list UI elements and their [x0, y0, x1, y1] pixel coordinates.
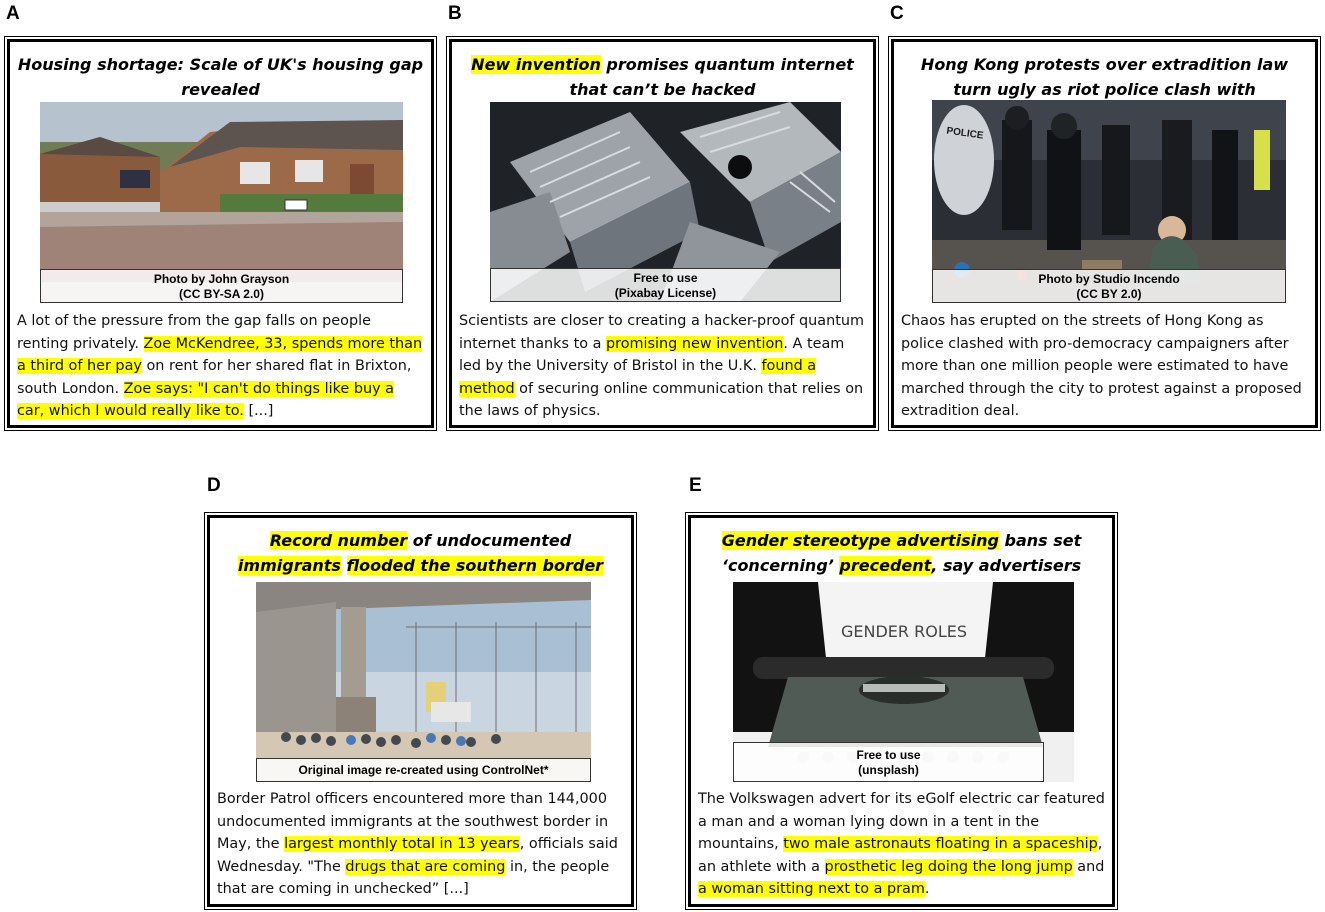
article-text-a-segment: on rent for her shared flat in Brixton, south London.	[17, 358, 412, 397]
article-text-b-segment: . A team led by the University of Bristol in the U.K.	[459, 335, 845, 374]
headline-d-segment: flooded the southern border	[346, 556, 604, 575]
article-text-e-segment: , an athlete with a	[698, 836, 1103, 875]
article-text-b-segment: Scientists are closer to creating a hacker-proof quantum internet thanks to a	[459, 313, 865, 352]
article-text-a-segment: Zoe says: "I can't do things like buy a car, which I would really like to.	[17, 380, 394, 419]
article-text-d-segment: largest monthly total in 13 years	[284, 836, 520, 852]
news-card-a	[7, 39, 434, 428]
panel-label-d: D	[207, 475, 221, 496]
photo-a	[40, 102, 403, 303]
article-text-e	[698, 788, 1106, 901]
article-text-a-segment: [...]	[243, 403, 274, 419]
article-text-d	[217, 788, 625, 901]
news-card-b	[449, 39, 876, 428]
headline-e-segment: bans set ‘concerning’	[721, 531, 1082, 575]
paper-text: GENDER ROLES	[841, 622, 967, 641]
photo-credit-a	[40, 269, 403, 303]
news-card-d	[207, 515, 634, 907]
article-text-e-segment: two male astronauts floating in a spaceship	[783, 836, 1098, 852]
headline-b-rest: promises quantum internet that can’t be hacked	[569, 55, 854, 99]
article-text-b-segment: promising new invention	[606, 335, 784, 352]
photo-credit-e	[733, 742, 1044, 782]
border-camp-photo	[256, 582, 591, 782]
headline-e-segment: Gender stereotype advertising	[721, 531, 999, 550]
photo-credit-b-line-2: (Pixabay License)	[614, 286, 717, 300]
photo-credit-e-line-1: Free to use	[856, 748, 921, 762]
photo-credit-e-line-2: (unsplash)	[858, 763, 919, 777]
article-text-b-segment: of securing online communication that relies on the laws of physics.	[459, 380, 864, 419]
photo-b	[490, 102, 841, 302]
headline-b-highlight: New invention	[471, 55, 601, 74]
headline-e-segment: , say advertisers	[931, 556, 1082, 575]
photo-c	[932, 100, 1286, 303]
headline-d-segment: of undocumented	[407, 531, 572, 550]
article-text-a-segment: Zoe McKendree, 33, spends more than a third of her pay	[17, 335, 423, 374]
headline-a-line-2: revealed	[181, 80, 260, 99]
headline-d-segment	[341, 556, 347, 575]
article-text-a-segment: A lot of the pressure from the gap falls on people renting privately.	[17, 313, 371, 352]
article-text-c: Chaos has erupted on the streets of Hong Kong as police clashed with pro-democracy campaigners after more than one million people were estimated to have marched through the city to protest against a proposed extradition deal.	[901, 313, 1302, 419]
headline-b	[458, 52, 867, 102]
panel-label-c: C	[890, 3, 904, 24]
photo-credit-c-line-1: Photo by Studio Incendo	[1038, 272, 1180, 286]
headline-e-segment: precedent	[839, 556, 932, 575]
headline-a-line-1: Housing shortage: Scale of UK's housing gap	[17, 55, 424, 74]
article-text-e-segment: .	[924, 881, 930, 897]
article-text-d-segment: in, the people that are coming in unchecked” [...]	[217, 858, 610, 897]
headline-c-rest: Hong Kong protests over extradition law turn ugly as riot police clash with	[920, 55, 1289, 99]
article-text-b-segment: found a method	[459, 358, 817, 397]
article-text-a	[17, 310, 425, 423]
photo-credit-c	[932, 269, 1286, 303]
photo-credit-a-line-2: (CC BY-SA 2.0)	[179, 287, 264, 301]
headline-d-segment: immigrants	[237, 556, 341, 575]
photo-credit-d-line-1: Original image re-created using ControlNet*	[298, 763, 549, 777]
photo-d	[256, 582, 591, 782]
article-text-e-segment: prosthetic leg doing the long jump	[824, 858, 1073, 875]
article-text-e-segment: a woman sitting next to a pram	[698, 881, 925, 897]
photo-credit-b-line-1: Free to use	[633, 271, 698, 285]
article-text-e-segment: The Volkswagen advert for its eGolf electric car featured a man and a woman lying down in a tent in the mountains,	[698, 791, 1105, 852]
photo-credit-d	[256, 758, 591, 782]
article-text-b	[459, 310, 867, 423]
article-text-e-segment: and	[1072, 858, 1105, 875]
panel-label-e: E	[689, 475, 702, 496]
article-text-d-segment: , officials said Wednesday. "The	[217, 836, 618, 875]
police-shield-text: POLICE	[945, 125, 985, 142]
article-text-d-segment: Border Patrol officers encountered more than 144,000 undocumented immigrants at the southwest border in May, the	[217, 791, 609, 852]
photo-credit-a-line-1: Photo by John Grayson	[153, 272, 290, 286]
panel-label-b: B	[448, 3, 462, 24]
news-card-e	[688, 515, 1115, 907]
headline-e	[721, 528, 1082, 578]
news-card-c	[891, 39, 1318, 428]
panel-label-a: A	[6, 3, 20, 24]
photo-credit-b	[490, 268, 841, 302]
article-text-d-segment: drugs that are coming	[345, 858, 506, 875]
photo-credit-c-line-2: (CC BY 2.0)	[1076, 287, 1142, 301]
headline-d-segment: Record number	[269, 531, 408, 550]
headline-a	[16, 52, 425, 102]
photo-e	[733, 582, 1074, 782]
